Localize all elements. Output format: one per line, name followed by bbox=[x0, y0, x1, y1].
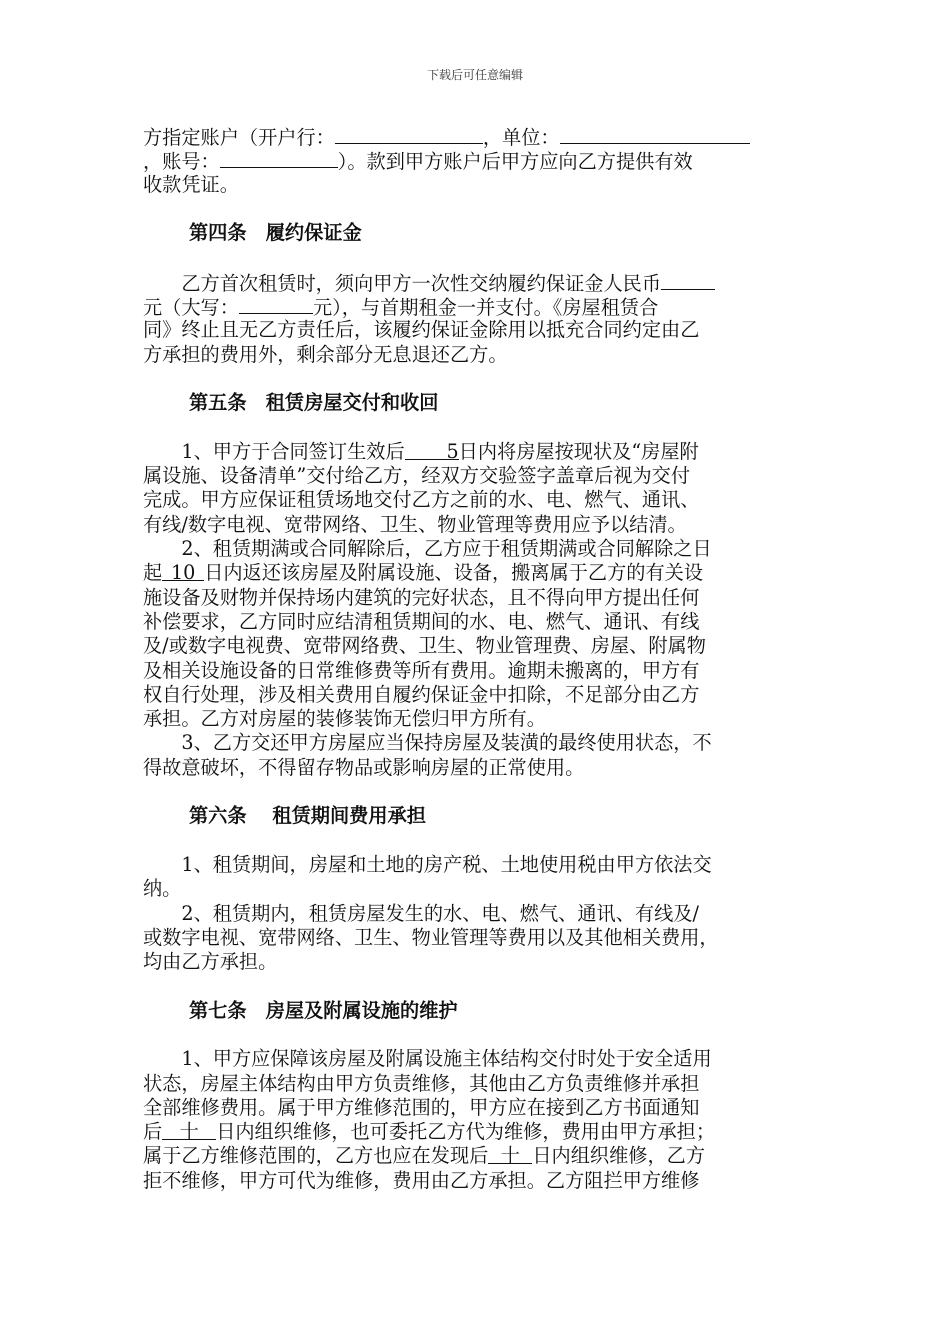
text-line bbox=[143, 537, 807, 561]
text-segment: 全部维修费用。属于甲方维修范围的，甲方应在接到乙方书面通知 bbox=[143, 1095, 700, 1119]
text-segment: 2、租赁期满或合同解除后，乙方应于租赁期满或合同解除之日 bbox=[143, 537, 712, 561]
text-segment: 状态，房屋主体结构由甲方负责维修，其他由乙方负责维修并承担 bbox=[143, 1071, 700, 1095]
paragraph-gap bbox=[143, 416, 807, 440]
text-line bbox=[143, 731, 807, 755]
text-line bbox=[143, 318, 807, 342]
text-segment: 元（大写： bbox=[143, 296, 239, 320]
text-segment: 属设施、设备清单”交付给乙方，经双方交验签字盖章后视为交付 bbox=[143, 464, 691, 488]
text-segment: 乙方首次租赁时，须向甲方一次性交纳履约保证金人民币 bbox=[143, 271, 662, 295]
text-line bbox=[143, 683, 807, 707]
text-line bbox=[143, 610, 807, 634]
section-heading: 第七条 房屋及附属设施的维护 bbox=[189, 998, 458, 1022]
text-segment: 得故意破坏，不得留存物品或影响房屋的正常使用。 bbox=[143, 755, 585, 779]
section-heading: 第六条 租赁期间费用承担 bbox=[189, 804, 426, 828]
text-line bbox=[143, 488, 807, 512]
text-segment: 同》终止且无乙方责任后，该履约保证金除用以抵充合同约定由乙 bbox=[143, 318, 700, 342]
text-line bbox=[143, 1096, 807, 1120]
text-segment: 及/或数字电视费、宽带网络费、卫生、物业管理费、房屋、附属物 bbox=[143, 634, 706, 658]
text-line bbox=[143, 756, 807, 780]
text-segment: 后 bbox=[143, 1120, 163, 1144]
text-line bbox=[143, 173, 807, 197]
fill-in-blank bbox=[560, 124, 750, 144]
text-segment: ）。款到甲方账户后甲方应向乙方提供有效 bbox=[337, 150, 693, 174]
paragraph-gap bbox=[143, 245, 807, 269]
text-segment: 2、租赁期内，租赁房屋发生的水、电、燃气、通讯、有线及/ bbox=[143, 901, 699, 925]
text-line bbox=[143, 1047, 807, 1071]
text-line bbox=[143, 561, 807, 585]
fill-in-blank bbox=[335, 124, 483, 144]
text-line bbox=[143, 950, 807, 974]
paragraph-gap bbox=[143, 367, 807, 391]
paragraph-gap bbox=[143, 974, 807, 998]
text-segment: 补偿要求，乙方同时应结清租赁期间的水、电、燃气、通讯、有线 bbox=[143, 609, 700, 633]
text-line bbox=[143, 877, 807, 901]
text-line bbox=[143, 464, 807, 488]
text-line bbox=[143, 586, 807, 610]
text-segment: ，单位： bbox=[482, 126, 560, 149]
text-line bbox=[143, 926, 807, 950]
page-header: 下载后可任意编辑 bbox=[426, 68, 523, 82]
text-segment: 1、甲方应保障该房屋及附属设施主体结构交付时处于安全适用 bbox=[143, 1047, 712, 1071]
text-segment: 属于乙方维修范围的，乙方也应在发现后 bbox=[143, 1144, 489, 1168]
text-line bbox=[143, 853, 807, 877]
section-heading: 第四条 履约保证金 bbox=[189, 221, 362, 245]
paragraph-gap bbox=[143, 197, 807, 221]
text-segment: ，账号： bbox=[143, 150, 220, 174]
fill-in-blank: 十 bbox=[162, 1120, 216, 1140]
text-line bbox=[143, 659, 807, 683]
text-segment: 拒不维修，甲方可代为维修，费用由乙方承担。乙方阻拦甲方维修 bbox=[143, 1168, 700, 1192]
text-segment: 有线/数字电视、宽带网络、卫生、物业管理等费用应予以结清。 bbox=[143, 512, 687, 536]
document-body bbox=[143, 124, 807, 1193]
text-line bbox=[143, 270, 807, 294]
text-line bbox=[143, 343, 807, 367]
text-segment: 纳。 bbox=[143, 877, 182, 901]
paragraph-gap bbox=[143, 1023, 807, 1047]
text-segment: 日内组织维修，也可委托乙方代为维修，费用由甲方承担； bbox=[216, 1120, 716, 1144]
text-line bbox=[143, 294, 807, 318]
text-segment: 完成。甲方应保证租赁场地交付乙方之前的水、电、燃气、通讯、 bbox=[143, 488, 700, 512]
text-segment: 方指定账户（开户行： bbox=[143, 126, 335, 149]
text-segment: 施设备及财物并保持场内建筑的完好状态，且不得向甲方提出任何 bbox=[143, 585, 700, 609]
text-segment: 权自行处理，涉及相关费用自履约保证金中扣除，不足部分由乙方 bbox=[143, 682, 700, 706]
fill-in-blank: 5 bbox=[405, 440, 459, 460]
text-line bbox=[143, 440, 807, 464]
text-line bbox=[143, 124, 807, 148]
text-line bbox=[143, 707, 807, 731]
section-heading: 第五条 租赁房屋交付和收回 bbox=[189, 391, 439, 415]
fill-in-blank bbox=[239, 294, 313, 314]
text-segment: 或数字电视、宽带网络、卫生、物业管理等费用以及其他相关费用， bbox=[143, 925, 719, 949]
text-segment: 方承担的费用外，剩余部分无息退还乙方。 bbox=[143, 342, 508, 366]
text-segment: 收款凭证。 bbox=[143, 172, 239, 196]
text-segment: 及相关设施设备的日常维修费等所有费用。逾期未搬离的，甲方有 bbox=[143, 658, 700, 682]
text-line bbox=[143, 1144, 807, 1168]
text-line bbox=[143, 634, 807, 658]
paragraph-gap bbox=[143, 780, 807, 804]
text-segment: 3、乙方交还甲方房屋应当保持房屋及装潢的最终使用状态，不 bbox=[143, 731, 712, 755]
text-line bbox=[143, 148, 807, 172]
text-segment: 元），与首期租金一并支付。《房屋租赁合 bbox=[312, 296, 659, 320]
fill-in-blank bbox=[220, 148, 338, 168]
text-line bbox=[143, 1072, 807, 1096]
text-segment: 日内将房屋按现状及“房屋附 bbox=[458, 439, 699, 463]
paragraph-gap bbox=[143, 829, 807, 853]
fill-in-blank: 十 bbox=[488, 1144, 532, 1164]
text-segment: 承担。乙方对房屋的装修装饰无偿归甲方所有。 bbox=[143, 707, 546, 731]
text-segment: 1、租赁期间，房屋和土地的房产税、土地使用税由甲方依法交 bbox=[143, 852, 712, 876]
text-line bbox=[143, 902, 807, 926]
text-segment: 1、甲方于合同签订生效后 bbox=[143, 439, 405, 463]
text-line bbox=[143, 513, 807, 537]
text-segment: 起 bbox=[143, 561, 163, 585]
text-segment: 日内返还该房屋及附属设施、设备，搬离属于乙方的有关设 bbox=[204, 561, 704, 585]
text-line bbox=[143, 1169, 807, 1193]
fill-in-blank: 10 bbox=[162, 561, 204, 581]
text-segment: 日内组织维修，乙方 bbox=[532, 1144, 706, 1168]
text-segment: 均由乙方承担。 bbox=[143, 950, 278, 974]
text-line bbox=[143, 1120, 807, 1144]
fill-in-blank bbox=[661, 270, 715, 290]
